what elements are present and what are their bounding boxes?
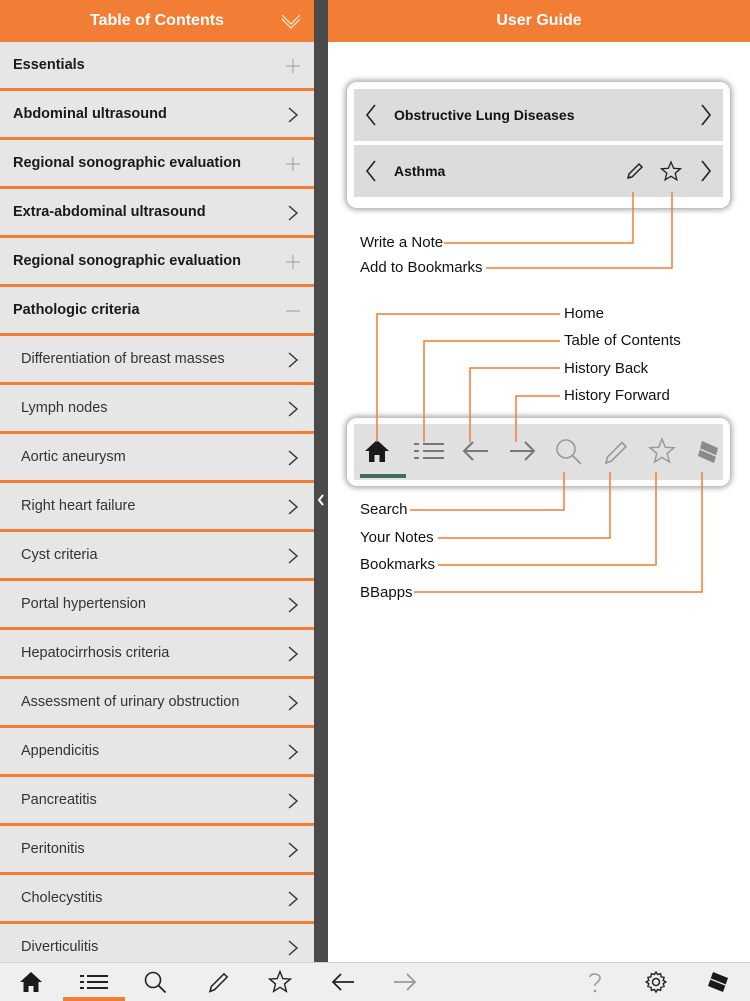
- annotation-bbapps: BBapps: [360, 584, 413, 601]
- toc-item-label: Regional sonographic evaluation: [13, 253, 242, 269]
- active-tab-indicator: [63, 997, 125, 1001]
- toc-item-label: Extra-abdominal ultrasound: [13, 204, 206, 220]
- bbapps-icon[interactable]: [706, 970, 730, 994]
- toc-item-label: Assessment of urinary obstruction: [21, 694, 240, 710]
- toc-item-label: Essentials: [13, 57, 85, 73]
- annotation-toc: Table of Contents: [564, 332, 681, 349]
- toc-item-label: Regional sonographic evaluation: [13, 155, 242, 171]
- arrow-right-icon[interactable]: [393, 970, 417, 994]
- home-icon[interactable]: [19, 970, 43, 994]
- bottom-toolbar: [0, 962, 750, 1001]
- toc-item-label: Diverticulitis: [21, 939, 99, 955]
- annotation-search: Search: [360, 501, 408, 518]
- pencil-icon[interactable]: [207, 970, 231, 994]
- nav-parent-label: Obstructive Lung Diseases: [394, 107, 575, 123]
- annotation-add-bookmark: Add to Bookmarks: [360, 259, 483, 276]
- toc-item-label: Cyst criteria: [21, 547, 98, 563]
- toc-item-label: Portal hypertension: [21, 596, 146, 612]
- toc-item-label: Appendicitis: [21, 743, 100, 759]
- guide-title: User Guide: [496, 12, 582, 29]
- gear-icon[interactable]: [644, 970, 668, 994]
- help-icon[interactable]: [583, 970, 607, 994]
- toc-item-label: Right heart failure: [21, 498, 136, 514]
- arrow-left-icon[interactable]: [331, 970, 355, 994]
- annotation-write-note: Write a Note: [360, 234, 444, 251]
- toc-title: Table of Contents: [90, 12, 224, 29]
- annotation-home: Home: [564, 305, 605, 322]
- list-icon[interactable]: [79, 970, 109, 994]
- annotation-history-back: History Back: [564, 360, 649, 377]
- toc-item-label: Pancreatitis: [21, 792, 97, 808]
- toc-item-label: Differentiation of breast masses: [21, 351, 225, 367]
- annotation-history-forward: History Forward: [564, 387, 670, 404]
- toc-item-label: Abdominal ultrasound: [13, 106, 167, 122]
- toc-item-label: Lymph nodes: [21, 400, 108, 416]
- star-icon[interactable]: [268, 970, 292, 994]
- annotation-bookmarks: Bookmarks: [360, 556, 436, 573]
- toc-item-label: Peritonitis: [21, 841, 85, 857]
- search-icon[interactable]: [143, 970, 167, 994]
- toc-item-label: Pathologic criteria: [13, 302, 140, 318]
- toc-item-label: Cholecystitis: [21, 890, 103, 906]
- toc-item-label: Hepatocirrhosis criteria: [21, 645, 170, 661]
- toc-item-label: Aortic aneurysm: [21, 449, 126, 465]
- nav-current-label: Asthma: [394, 163, 446, 179]
- annotation-your-notes: Your Notes: [360, 529, 434, 546]
